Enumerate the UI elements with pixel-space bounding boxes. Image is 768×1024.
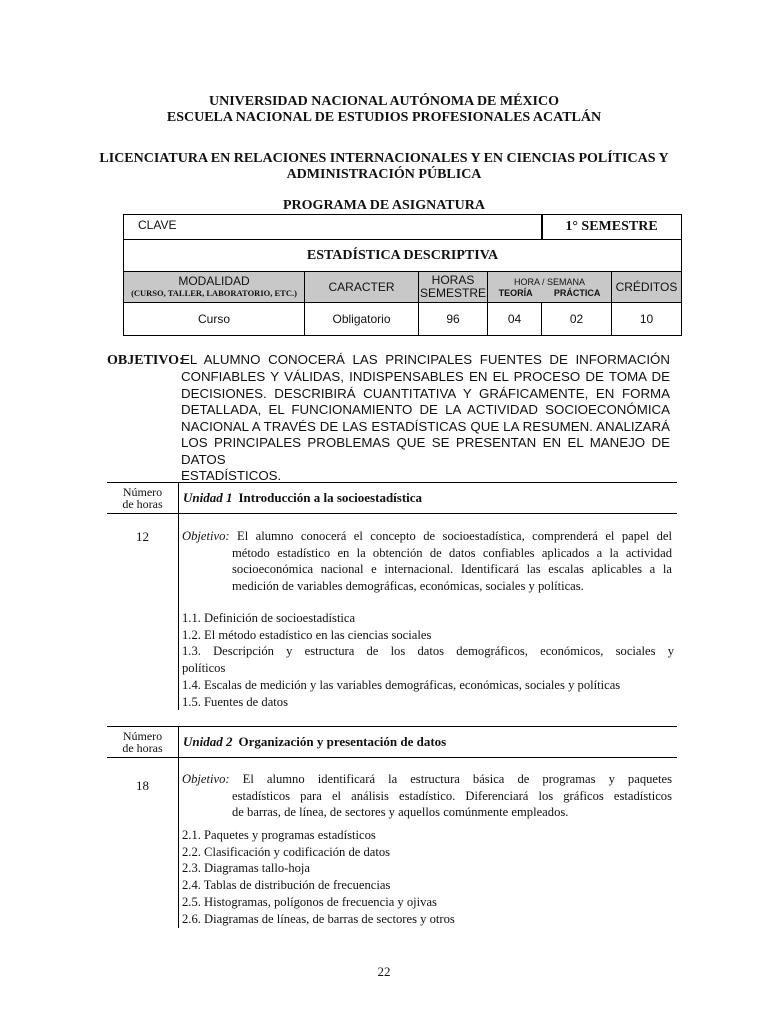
- subject-name: ESTADÍSTICA DESCRIPTIVA: [306, 247, 499, 263]
- objective-line: medición de variables demográficas, económicas, sociales y políticas.: [232, 578, 584, 593]
- unit-1-objective: [182, 528, 672, 594]
- objective-line: de barras, de línea, de sectores y aquellos comúnmente empleados.: [232, 805, 569, 819]
- degree-line-2: ADMINISTRACIÓN PÚBLICA: [286, 167, 482, 182]
- practica-value-cell: [541, 302, 612, 336]
- objective-line: DETALLADA, EL FUNCIONAMIENTO DE LA ACTIVIDAD SOCIOECONÓMICA: [181, 402, 670, 417]
- clave-cell: [123, 214, 543, 240]
- unit-2-objective: [182, 771, 672, 821]
- unit-1-items: [182, 610, 674, 710]
- objective-line: DECISIONES. DESCRIBIRÁ CUANTITATIVA Y GRÁFICAMENTE, EN FORMA: [181, 385, 670, 401]
- modalidad-value: Curso: [197, 312, 230, 326]
- caracter-value-cell: [304, 302, 419, 336]
- objective-label: OBJETIVO:: [107, 353, 184, 368]
- unit-1-hours-label: [107, 483, 179, 513]
- unit-1-objective-first: El alumno conocerá el concepto de socioestadística, comprenderá el papel del: [237, 529, 672, 543]
- unit-2-objective-label: Objetivo:: [182, 772, 230, 786]
- program-title: PROGRAMA DE ASIGNATURA: [283, 198, 485, 213]
- caracter-label: CARACTER: [328, 280, 395, 294]
- practica-label: PRÁCTICA: [553, 288, 601, 298]
- creditos-header: [611, 271, 682, 303]
- horas-value-cell: [418, 302, 488, 336]
- objective-line: NACIONAL A TRAVÉS DE LAS ESTADÍSTICAS QUE LA RESUMEN. ANALIZARÁ: [181, 418, 670, 434]
- list-item: 2.1. Paquetes y programas estadísticos: [182, 828, 376, 842]
- objective-line: LOS PRINCIPALES PROBLEMAS QUE SE PRESENTAN EN EL MANEJO DE DATOS: [181, 435, 670, 467]
- unit-2-objective-first: El alumno identificará la estructura básica de programas y paquetes: [242, 772, 672, 786]
- clave-label: CLAVE: [138, 218, 177, 232]
- unit-1-name: Introducción a la socioestadística: [238, 490, 423, 505]
- unit-2-name: Organización y presentación de datos: [238, 734, 447, 749]
- modalidad-header: [123, 271, 305, 303]
- practica-value: 02: [569, 312, 584, 326]
- unit-2-label: Unidad 2: [183, 734, 233, 749]
- unit-2-hours: 18: [136, 778, 149, 793]
- unit-1-label: Unidad 1: [183, 490, 233, 505]
- list-item: 2.6. Diagramas de líneas, de barras de sectores y otros: [182, 911, 455, 926]
- semester-value: 1° SEMESTRE: [565, 219, 658, 234]
- teoria-value: 04: [507, 312, 522, 326]
- hora-semana-header: [487, 271, 612, 303]
- objective-line: estadísticos para el análisis estadístico. Diferenciará los gráficos estadísticos: [232, 788, 672, 803]
- list-item: 1.3. Descripción y estructura de los datos demográficos, económicos, sociales y: [182, 644, 674, 659]
- subject-cell: [123, 239, 682, 272]
- objective-line: ESTADÍSTICOS.: [181, 468, 282, 483]
- modalidad-label: MODALIDAD: [178, 274, 250, 288]
- list-item: 2.5. Histogramas, polígonos de frecuencia y ojivas: [182, 894, 437, 909]
- hours-label-1: Número: [122, 485, 163, 499]
- horas-label-1: HORAS: [431, 273, 475, 287]
- degree-line-1: LICENCIATURA EN RELACIONES INTERNACIONALES Y EN CIENCIAS POLÍTICAS Y: [99, 151, 669, 166]
- unit-1-divider: [178, 512, 179, 710]
- list-item: 1.4. Escalas de medición y las variables demográficas, económicas, sociales y políticas: [182, 677, 621, 692]
- unit-2-divider: [178, 756, 179, 928]
- objective-rest: [107, 369, 670, 485]
- semester-cell: [541, 214, 682, 240]
- caracter-value: Obligatorio: [332, 312, 391, 326]
- hours-label-2: de horas: [122, 741, 163, 755]
- horas-label-2: SEMESTRE: [419, 286, 486, 300]
- objective-line-1: EL ALUMNO CONOCERÁ LAS PRINCIPALES FUENTES DE INFORMACIÓN: [181, 352, 670, 367]
- creditos-value: 10: [639, 312, 654, 326]
- hora-semana-label: HORA / SEMANA: [513, 277, 585, 287]
- unit-1-hours: 12: [136, 529, 149, 544]
- hours-label-2: de horas: [122, 497, 163, 511]
- page-number: 22: [377, 964, 391, 979]
- objective-line: CONFIABLES Y VÁLIDAS, INDISPENSABLES EN EL PROCESO DE TOMA DE: [181, 369, 670, 384]
- hours-label-1: Número: [122, 729, 163, 743]
- objective-line: método estadístico en la obtención de datos confiables aplicados a la actividad: [232, 545, 672, 560]
- school-name: ESCUELA NACIONAL DE ESTUDIOS PROFESIONALES ACATLÁN: [166, 110, 602, 125]
- list-item: 1.2. El método estadístico en las ciencias sociales: [182, 627, 432, 642]
- teoria-value-cell: [487, 302, 542, 336]
- teoria-label: TEORÍA: [498, 288, 533, 298]
- course-table: [123, 214, 682, 336]
- horas-value: 96: [446, 312, 460, 326]
- creditos-value-cell: [611, 302, 682, 336]
- unit-1-objective-rest: [182, 545, 672, 595]
- modalidad-value-cell: [123, 302, 305, 336]
- caracter-header: [304, 271, 419, 303]
- unit-2-title: [183, 727, 446, 757]
- horas-header: [418, 271, 488, 303]
- modalidad-sub: (CURSO, TALLER, LABORATORIO, ETC.): [131, 288, 297, 298]
- unit-1-header: [107, 482, 677, 514]
- list-item: 2.2. Clasificación y codificación de datos: [182, 844, 391, 859]
- creditos-label: CRÉDITOS: [615, 280, 678, 294]
- list-item: 2.3. Diagramas tallo-hoja: [182, 861, 310, 876]
- unit-2-hours-label: [107, 727, 179, 757]
- list-item: 2.4. Tablas de distribución de frecuencias: [182, 878, 391, 893]
- university-name: UNIVERSIDAD NACIONAL AUTÓNOMA DE MÉXICO: [208, 94, 560, 109]
- unit-2-header: [107, 726, 677, 758]
- list-item: políticos: [182, 661, 226, 676]
- objective-block: [107, 352, 670, 485]
- list-item: 1.1. Definición de socioestadística: [182, 611, 356, 625]
- unit-2-items: [182, 827, 674, 927]
- unit-1-objective-label: Objetivo:: [182, 529, 230, 543]
- unit-2-objective-rest: [182, 788, 672, 821]
- list-item: 1.5. Fuentes de datos: [182, 694, 288, 709]
- objective-line: socioeconómica nacional e internacional. Identificará las escalas aplicables a la: [232, 562, 672, 576]
- unit-1-title: [183, 483, 422, 513]
